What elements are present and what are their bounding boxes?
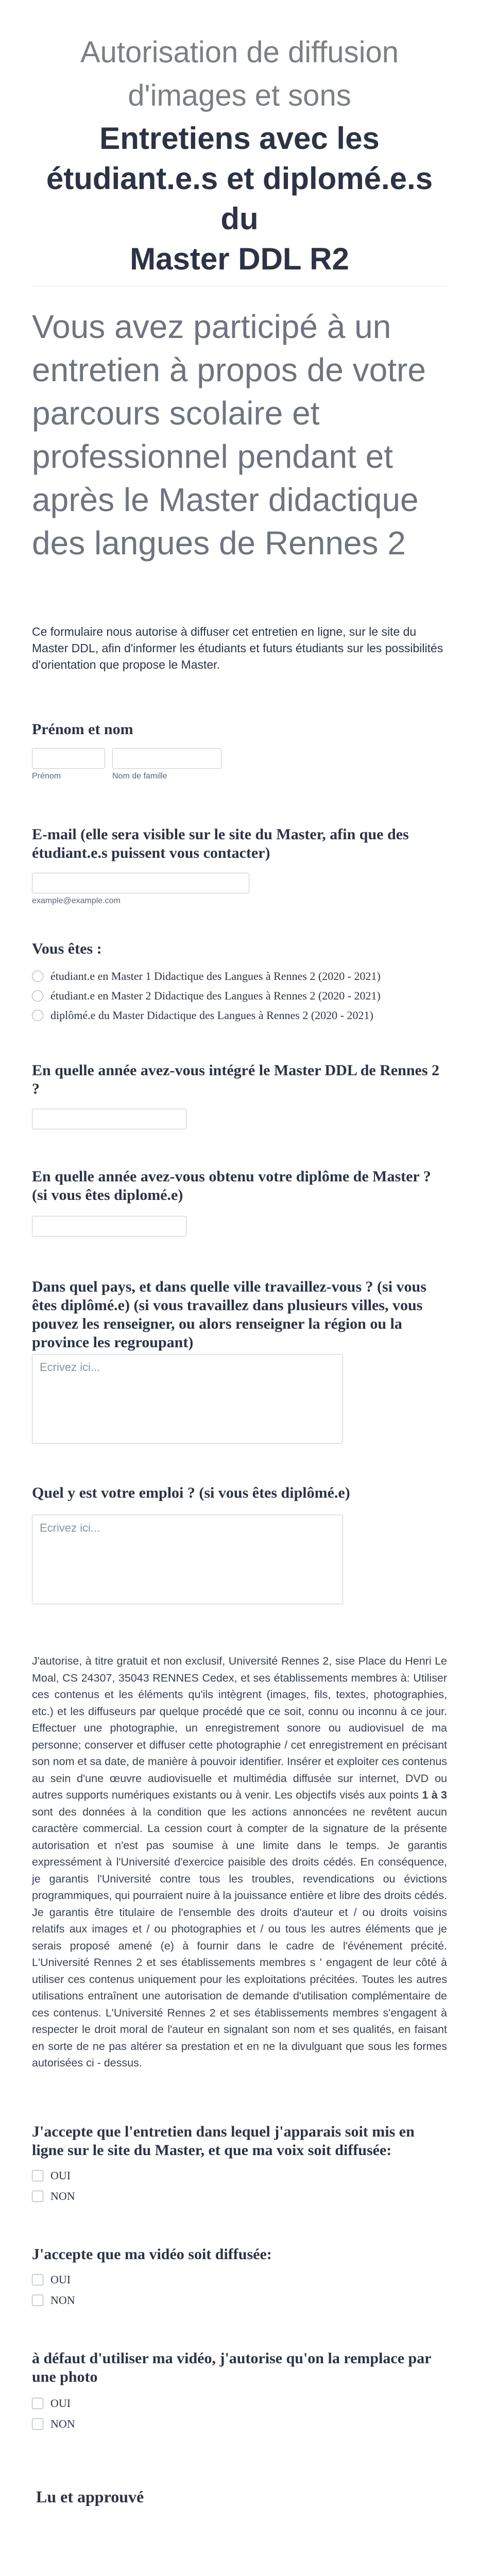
form-subtitle xyxy=(32,118,447,279)
consent-video-yes[interactable] xyxy=(32,2273,71,2286)
job-label: Quel y est votre emploi ? (si vous êtes diplômé.e) xyxy=(32,1484,350,1501)
checkbox[interactable] xyxy=(32,2418,43,2430)
form-title xyxy=(32,31,447,117)
job-textarea[interactable]: Ecrivez ici... xyxy=(32,1515,343,1604)
form-header xyxy=(32,31,447,279)
year-start-label: En quelle année avez-vous intégré le Master DDL de Rennes 2 ? xyxy=(32,1062,440,1097)
status-option-graduate[interactable] xyxy=(32,1009,373,1022)
option-label: OUI xyxy=(50,2273,71,2286)
name-label: Prénom et nom xyxy=(32,721,133,738)
checkbox[interactable] xyxy=(32,2170,43,2181)
consent-site-no[interactable] xyxy=(32,2190,75,2203)
option-label: NON xyxy=(50,2190,75,2202)
checkbox[interactable] xyxy=(32,2274,43,2285)
year-diploma-label: En quelle année avez-vous obtenu votre diplôme de Master ? (si vous êtes diplomé.e) xyxy=(32,1168,431,1204)
consent-photo-label: à défaut d'utiliser ma vidéo, j'autorise qu'on la remplace par une photo xyxy=(32,2350,432,2385)
email-input[interactable] xyxy=(32,873,249,893)
checkbox[interactable] xyxy=(32,2191,43,2202)
radio-button[interactable] xyxy=(32,1010,43,1021)
consent-video-no[interactable] xyxy=(32,2294,75,2307)
option-label: NON xyxy=(50,2294,75,2307)
status-option-label: étudiant.e en Master 1 Didactique des Langues à Rennes 2 (2020 - 2021) xyxy=(50,970,381,982)
status-label: Vous êtes : xyxy=(32,940,102,957)
checkbox[interactable] xyxy=(32,2295,43,2306)
radio-button[interactable] xyxy=(32,990,43,1002)
read-approved-heading: Lu et approuvé xyxy=(36,2487,144,2506)
option-label: NON xyxy=(50,2417,75,2430)
location-textarea[interactable]: Ecrivez ici... xyxy=(32,1354,343,1444)
radio-button[interactable] xyxy=(32,971,43,982)
option-label: OUI xyxy=(50,2397,71,2410)
form-subtitle-line: Entretiens avec les xyxy=(99,121,380,156)
status-option-label: diplômé.e du Master Didactique des Langues à Rennes 2 (2020 - 2021) xyxy=(50,1009,373,1022)
last-name-input[interactable] xyxy=(112,748,221,769)
option-label: OUI xyxy=(50,2169,71,2182)
legal-text-bold: 1 à 3 xyxy=(422,1789,447,1801)
location-label: Dans quel pays, et dans quelle ville travaillez-vous ? (si vous êtes diplômé.e) (si vous travaillez dans plusieurs villes, vous pouvez les renseigner, ou alors renseigner la région ou la province les regroupant) xyxy=(32,1278,426,1351)
year-diploma-input[interactable] xyxy=(32,1216,186,1236)
intro-headline: Vous avez participé à un entretien à propos de votre parcours scolaire et professionnel pendant et après le Master didactique des langues de Rennes 2 xyxy=(32,308,426,562)
form-subtitle-line: Master DDL R2 xyxy=(130,242,349,276)
consent-video-label: J'accepte que ma vidéo soit diffusée: xyxy=(32,2246,272,2263)
year-start-input[interactable] xyxy=(32,1109,186,1129)
consent-photo-yes[interactable] xyxy=(32,2397,71,2410)
email-sublabel: example@example.com xyxy=(32,896,121,905)
checkbox[interactable] xyxy=(32,2398,43,2409)
status-option-m2[interactable] xyxy=(32,989,381,1003)
form-subtitle-line: étudiant.e.s et diplomé.e.s du xyxy=(46,161,433,236)
consent-site-yes[interactable] xyxy=(32,2169,71,2182)
status-option-label: étudiant.e en Master 2 Didactique des Langues à Rennes 2 (2020 - 2021) xyxy=(50,989,381,1002)
consent-photo-no[interactable] xyxy=(32,2417,75,2431)
intro-text: Ce formulaire nous autorise à diffuser cet entretien en ligne, sur le site du Master DDL, afin d'informer les étudiants et futurs étudiants sur les possibilités d'orientation que propose le Master. xyxy=(32,625,443,671)
email-label: E-mail (elle sera visible sur le site du Master, afin que des étudiant.e.s puissent vous contacter) xyxy=(32,826,409,861)
legal-text xyxy=(32,1653,447,2072)
legal-text-part: J'autorise, à titre gratuit et non exclusif, Université Rennes 2, sise Place du Henri Le Moal, CS 24307, 35043 RENNES Cedex, et ses établissements membres à: Utiliser ces contenus et les éléments qu'ils intègrent (images, fils, textes, photographies, etc.) et les diffuseurs par quelque procédé que ce soit, connu ou inconnu à ce jour. Effectuer une photographie, un enregistrement sonore ou audiovisuel de ma personne; conserver et diffuser cette photographie / cet enregistrement en précisant son nom et sa date, de manière à pouvoir identifier. Insérer et exploiter ces contenus au sein d'une œuvre audiovisuelle et multimédia diffusée sur internet, DVD ou autres supports numériques existants ou à venir. Les objectifs visés aux points xyxy=(32,1655,447,1801)
first-name-sublabel: Prénom xyxy=(32,772,61,781)
form-title-line: d'images et sons xyxy=(128,79,351,112)
consent-site-label: J'accepte que l'entretien dans lequel j'apparais soit mis en ligne sur le site du Master, et que ma voix soit diffusée: xyxy=(32,2123,415,2159)
legal-text-part: sont des données à la condition que les actions annoncées ne revêtent aucun caractère commercial. La cession court à compter de la signature de la présente autorisation et n'est pas soumise à une limite dans le temps. Je garantis expressément à l'Université d'exercice paisible des droits cédés. En conséquence, je garantis l'Université contre tous les troubles, revendications ou évictions programmiques, qui pourraient nuire à la jouissance entière et libre des droits cédés. Je garantis être titulaire de l'ensemble des droits d'auteur et / ou droits voisins relatifs aux images et / ou photographies et / ou tous les autres éléments que je serais proposé amené (e) à fournir dans le cadre de l'événement précité. L'Université Rennes 2 et ses établissements membres s ' engagent de leur côté à utiliser ces contenus uniquement pour les exploitations précitées. Toutes les autres utilisations entraînent une autorisation de demande d'utilisation complémentaire de ces contenus. L'Université Rennes 2 et ses établissements membres s'engagent à respecter le droit moral de l'auteur en signalant son nom et ses qualités, en faisant en sorte de ne pas altérer sa prestation et en ne la divulguant que sous les formes autorisées ci - dessus. xyxy=(32,1805,447,2069)
form-title-line: Autorisation de diffusion xyxy=(80,36,399,69)
first-name-input[interactable] xyxy=(32,748,105,769)
last-name-sublabel: Nom de famille xyxy=(112,772,167,781)
status-option-m1[interactable] xyxy=(32,970,381,983)
